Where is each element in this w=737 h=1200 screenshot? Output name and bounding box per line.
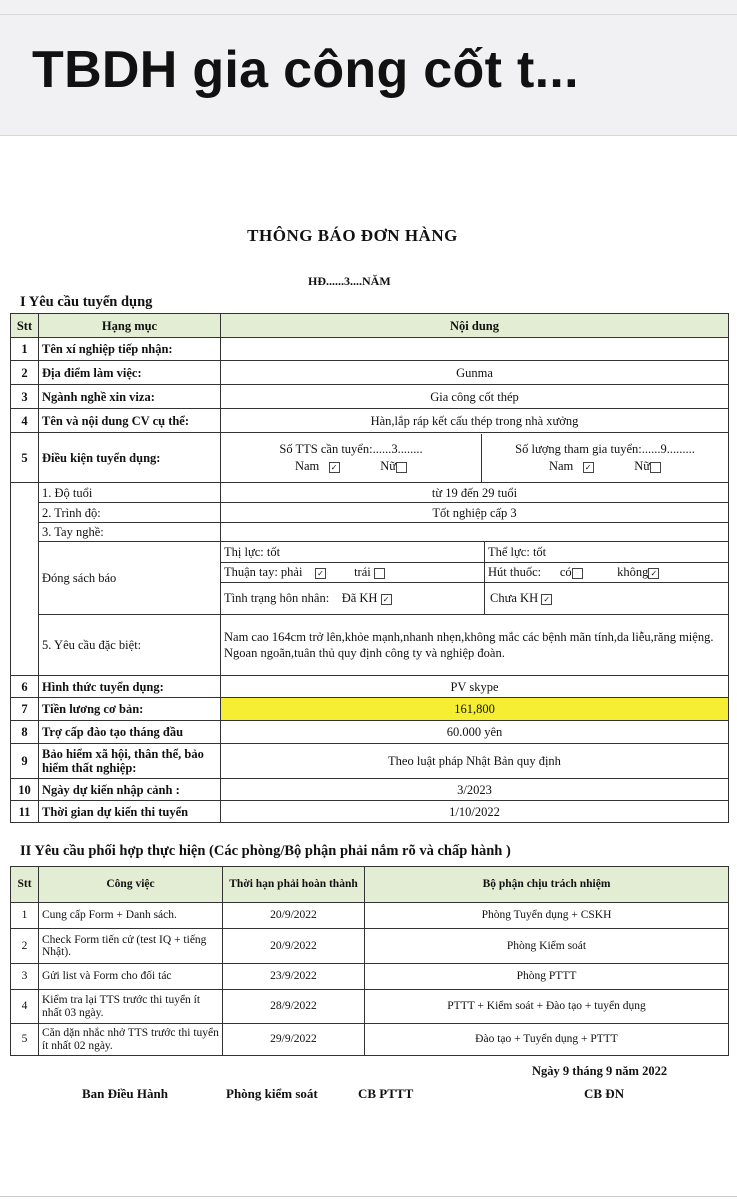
row-stt: 2 (11, 361, 39, 385)
table-row (11, 744, 729, 779)
age-label: 1. Độ tuổi (39, 483, 221, 503)
row-item: Ngành nghề xin viza: (39, 385, 221, 409)
document-title-bar[interactable]: TBDH gia công cốt t... (32, 41, 579, 99)
female-label-2: Nữ (634, 459, 651, 473)
row-deadline: 29/9/2022 (223, 1024, 365, 1056)
male-checkbox-2[interactable]: ✓ (583, 462, 594, 473)
smoking-yes-label: có (559, 565, 572, 579)
row-stt: 4 (11, 990, 39, 1024)
row-stt: 5 (11, 433, 39, 483)
special-line-2: Ngoan ngoãn,tuân thủ quy định công ty và nghiệp đoàn. (224, 646, 505, 660)
row-content: Gunma (221, 361, 729, 385)
smoking-no-checkbox[interactable]: ✓ (648, 568, 659, 579)
participants-count: Số lượng tham gia tuyển:......9......... (515, 442, 695, 456)
table-row-salary (11, 698, 729, 721)
table-row (11, 779, 729, 801)
section-2-heading: II Yêu cầu phối hợp thực hiện (Các phòng/Bộ phận phải nắm rõ và chấp hành ) (20, 843, 511, 859)
notice-title: THÔNG BÁO ĐƠN HÀNG (247, 226, 458, 245)
skill-label: 3. Tay nghề: (39, 523, 221, 542)
row-item: Hình thức tuyển dụng: (39, 676, 221, 698)
row-stt: 9 (11, 744, 39, 779)
row-content: 1/10/2022 (221, 801, 729, 823)
signature-control: Phòng kiểm soát (226, 1086, 318, 1101)
male-label: Nam (294, 459, 320, 473)
salary-value: 161,800 (221, 698, 729, 721)
left-hand-label: trái (354, 565, 371, 579)
row-work: Kiểm tra lại TTS trước thi tuyển ít nhất 03 ngày. (39, 990, 223, 1024)
row-content: 60.000 yên (221, 721, 729, 744)
row-work: Cung cấp Form + Danh sách. (39, 903, 223, 929)
row-stt: 10 (11, 779, 39, 801)
row-deadline: 20/9/2022 (223, 903, 365, 929)
married-checkbox[interactable]: ✓ (381, 594, 392, 605)
row-content: 3/2023 (221, 779, 729, 801)
row-content: Gia công cốt thép (221, 385, 729, 409)
single-checkbox[interactable]: ✓ (541, 594, 552, 605)
coordination-table (10, 866, 729, 1056)
row-content (221, 338, 729, 361)
row-item: Tiền lương cơ bản: (39, 698, 221, 721)
physical: Thể lực: tốt (485, 542, 729, 562)
marital-label: Tình trạng hôn nhân: (224, 591, 330, 606)
smoking-label: Hút thuốc: (488, 565, 542, 579)
row-stt: 3 (11, 385, 39, 409)
single-label: Chưa KH (490, 591, 539, 606)
row-item: Ngày dự kiến nhập cảnh : (39, 779, 221, 801)
dong-sach-bao-label: Đóng sách báo (39, 542, 221, 615)
female-checkbox[interactable] (396, 462, 407, 473)
row-deadline: 20/9/2022 (223, 929, 365, 964)
row-work: Căn dặn nhắc nhở TTS trước thi tuyển ít nhất 02 ngày. (39, 1024, 223, 1056)
table-row (11, 676, 729, 698)
row-item: Địa điểm làm việc: (39, 361, 221, 385)
signature-pttt: CB PTTT (358, 1086, 414, 1101)
row-deadline: 23/9/2022 (223, 964, 365, 990)
education-value: Tốt nghiệp cấp 3 (221, 503, 729, 523)
row-item: Trợ cấp đào tạo tháng đầu (39, 721, 221, 744)
row-item: Điều kiện tuyển dụng: (39, 433, 221, 483)
row-work: Check Form tiến cử (test IQ + tiếng Nhật). (39, 929, 223, 964)
special-label: 5. Yêu cầu đặc biệt: (39, 615, 221, 676)
header-divider (0, 14, 737, 15)
recruitment-table (10, 313, 729, 823)
table-row (11, 929, 729, 964)
app-header (0, 0, 737, 136)
signature-dn: CB ĐN (584, 1086, 625, 1101)
row-dept: Phòng Kiểm soát (365, 929, 729, 964)
contract-number: HĐ......3....NĂM (308, 274, 391, 288)
row-stt: 1 (11, 338, 39, 361)
table-header-row (11, 314, 729, 338)
smoking-no-label: không (617, 565, 649, 579)
table-row (11, 1024, 729, 1056)
row-item: Tên và nội dung CV cụ thể: (39, 409, 221, 433)
smoking-yes-checkbox[interactable] (572, 568, 583, 579)
female-checkbox-2[interactable] (650, 462, 661, 473)
header-deadline: Thời hạn phải hoàn thành (223, 867, 365, 903)
bottom-divider (0, 1196, 737, 1197)
row-stt: 6 (11, 676, 39, 698)
row-dept: Phòng PTTT (365, 964, 729, 990)
table-row (11, 721, 729, 744)
signature-board: Ban Điều Hành (82, 1086, 168, 1101)
row-item: Thời gian dự kiến thi tuyển (39, 801, 221, 823)
row-stt: 7 (11, 698, 39, 721)
table-row-conditions (11, 433, 729, 483)
row-dept: Đào tạo + Tuyển dụng + PTTT (365, 1024, 729, 1056)
document-date: Ngày 9 tháng 9 năm 2022 (532, 1064, 668, 1078)
header-work: Công việc (39, 867, 223, 903)
row-stt: 2 (11, 929, 39, 964)
table-row (11, 903, 729, 929)
row-content: PV skype (221, 676, 729, 698)
section-1-heading: I Yêu cầu tuyển dụng (20, 294, 153, 310)
male-checkbox[interactable]: ✓ (329, 462, 340, 473)
table-row (11, 801, 729, 823)
row-dept: Phòng Tuyển dụng + CSKH (365, 903, 729, 929)
handedness-label: Thuận tay: phải (224, 565, 303, 579)
row-stt: 11 (11, 801, 39, 823)
row-deadline: 28/9/2022 (223, 990, 365, 1024)
right-hand-checkbox[interactable]: ✓ (315, 568, 326, 579)
row-stt: 5 (11, 1024, 39, 1056)
table-row (11, 385, 729, 409)
age-value: từ 19 đến 29 tuổi (221, 483, 729, 503)
row-stt: 8 (11, 721, 39, 744)
header-stt: Stt (11, 314, 39, 338)
table-row (11, 964, 729, 990)
table2-header-row (11, 867, 729, 903)
eyesight: Thị lực: tốt (221, 542, 485, 562)
row-content: Hàn,lắp ráp kết cấu thép trong nhà xưởng (221, 409, 729, 433)
row-item: Bảo hiểm xã hội, thân thể, bảo hiểm thất nghiệp: (39, 744, 221, 779)
header-dept: Bộ phận chịu trách nhiệm (365, 867, 729, 903)
header-item: Hạng mục (39, 314, 221, 338)
row-stt: 4 (11, 409, 39, 433)
row-content: Theo luật pháp Nhật Bản quy định (221, 744, 729, 779)
table-row (11, 338, 729, 361)
special-line-1: Nam cao 164cm trở lên,khỏe mạnh,nhanh nhẹn,không mắc các bệnh mãn tính,da liễu,răng miệng. (224, 630, 714, 644)
row-work: Gửi list và Form cho đối tác (39, 964, 223, 990)
trainees-needed: Số TTS cần tuyển:......3........ (279, 442, 423, 456)
row-item: Tên xí nghiệp tiếp nhận: (39, 338, 221, 361)
table-row (11, 409, 729, 433)
male-label-2: Nam (548, 459, 574, 473)
left-hand-checkbox[interactable] (374, 568, 385, 579)
female-label: Nữ (380, 459, 397, 473)
married-label: Đã KH (341, 591, 378, 606)
table-row (11, 361, 729, 385)
row-stt: 1 (11, 903, 39, 929)
header-content: Nội dung (221, 314, 729, 338)
row-stt: 3 (11, 964, 39, 990)
header-stt-2: Stt (11, 867, 39, 903)
row-dept: PTTT + Kiểm soát + Đào tạo + tuyển dụng (365, 990, 729, 1024)
table-row (11, 990, 729, 1024)
education-label: 2. Trình độ: (39, 503, 221, 523)
